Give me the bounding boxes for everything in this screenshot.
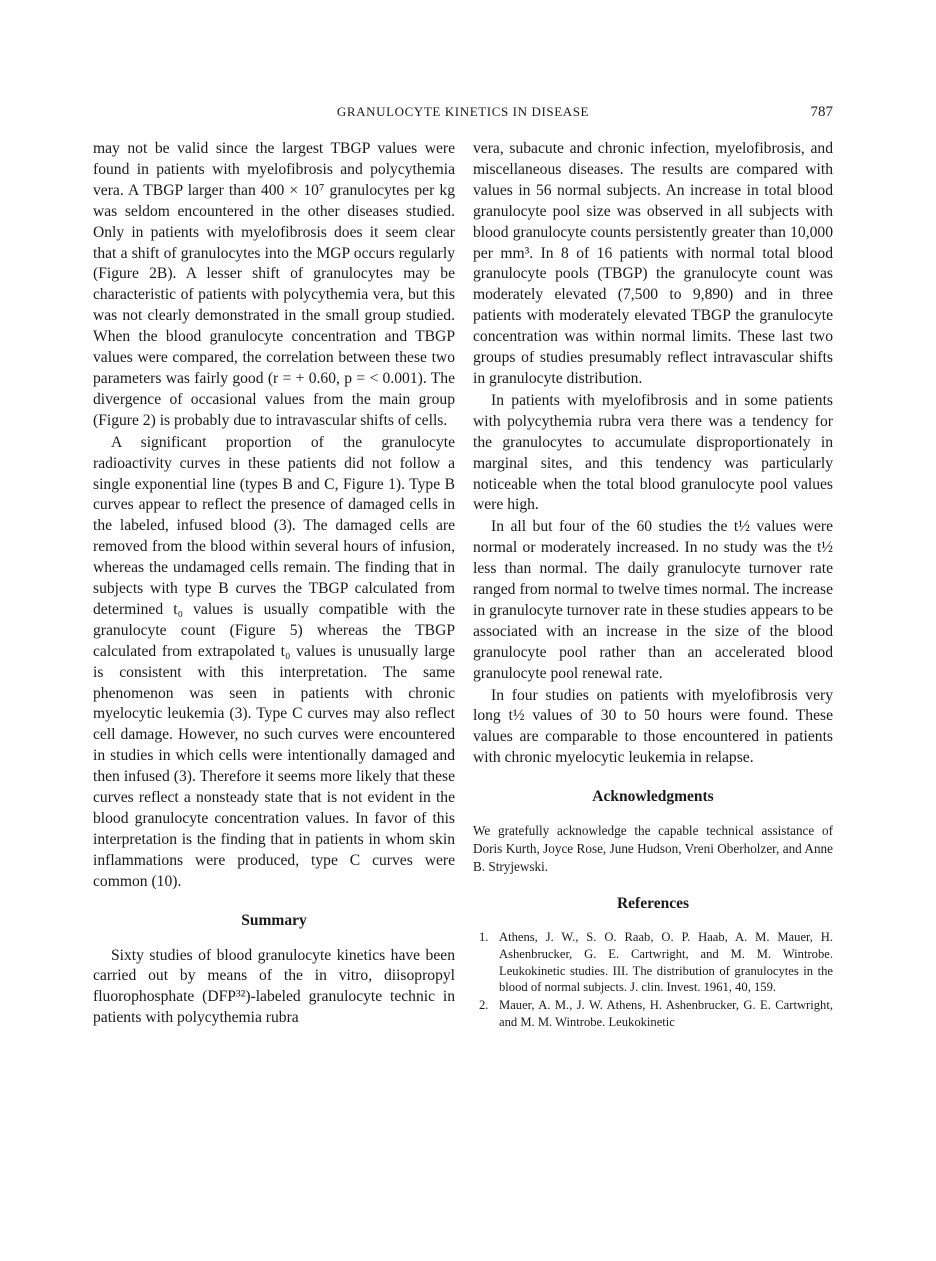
reference-item	[473, 929, 833, 996]
reference-item	[473, 997, 833, 1031]
body-paragraph: A significant proportion of the granulocyte radioactivity curves in these patients did not follow a single exponential line (types B and C, Figure 1). Type B curves appear to reflect the presence of damaged cells in the labeled, infused blood (3). The damaged cells are removed from the blood within several hours of infusion, whereas the undamaged cells remain. The finding that in subjects with type B curves the TBGP calculated from determined t₀ values is usually compatible with the granulocyte count (Figure 5) whereas the TBGP calculated from extrapolated t₀ values is unusually large is consistent with this interpretation. The same phenomenon was seen in patients with chronic myelocytic leukemia (3). Type C curves may also reflect cell damage. However, no such curves were encountered in studies in which cells were intentionally damaged and then infused (3). Therefore it seems more likely that these curves reflect a nonsteady state that is not evident in the blood granulocyte concentration values. In favor of this interpretation is the finding that in patients in whom skin inflammations were produced, type C curves were common (10).	[93, 433, 455, 890]
reference-text: Mauer, A. M., J. W. Athens, H. Ashenbrucker, G. E. Cartwright, and M. M. Wintrobe. Leukokinetic	[499, 998, 833, 1029]
reference-list	[473, 929, 833, 1031]
acknowledgments-heading: Acknowledgments	[592, 788, 714, 806]
body-paragraph: Sixty studies of blood granulocyte kinetics have been carried out by means of the in vitro, diisopropyl fluorophosphate (DFP³²)-labeled granulocyte technic in patients with polycythemia rubra	[93, 946, 455, 1027]
body-paragraph: In all but four of the 60 studies the t½ values were normal or moderately increased. In no study was the t½ less than normal. The daily granulocyte turnover rate ranged from normal to twelve times normal. The increase in granulocyte turnover rate in these studies appears to be associated with an increase in the size of the blood granulocyte pool rather than an accelerated blood granulocyte pool renewal rate.	[473, 518, 833, 682]
running-head	[93, 104, 833, 126]
body-paragraph: In patients with myelofibrosis and in some patients with polycythemia rubra vera there was a tendency for the granulocytes to accumulate disproportionately in marginal sites, and this tendency was particularly noticeable when the total blood granulocyte pool values were high.	[473, 391, 833, 514]
reference-number: 2.	[479, 998, 489, 1013]
body-paragraph: may not be valid since the largest TBGP values were found in patients with myelofibrosis and polycythemia vera. A TBGP larger than 400 × 10⁷ granulocytes per kg was seldom encountered in the other diseases studied. Only in patients with myelofibrosis does it seem clear that a shift of granulocytes into the MGP occurs regularly (Figure 2B). A lesser shift of granulocytes may be characteristic of patients with polycythemia vera, but this was not clearly demonstrated in the small group studied. When the blood granulocyte concentration and TBGP values were compared, the correlation between these two parameters was fairly good (r = + 0.60, p = < 0.001). The divergence of occasional values from the main group (Figure 2) is probably due to intravascular shifts of cells.	[93, 140, 455, 429]
page-number: 787	[810, 104, 833, 120]
right-column	[473, 139, 833, 1032]
references-heading: References	[616, 895, 689, 913]
body-paragraph: In four studies on patients with myelofibrosis very long t½ values of 30 to 50 hours were found. These values are comparable to those encountered in patients with chronic myelocytic leukemia in relapse.	[473, 686, 833, 767]
acknowledgments-text: We gratefully acknowledge the capable technical assistance of Doris Kurth, Joyce Rose, June Hudson, Vreni Oberholzer, and Anne B. Stryjewski.	[473, 823, 833, 875]
reference-text: Athens, J. W., S. O. Raab, O. P. Haab, A. M. Mauer, H. Ashenbrucker, G. E. Cartwright, and M. M. Wintrobe. Leukokinetic studies. III. The distribution of granulocytes in the blood of normal subjects. J. clin. Invest. 1961, 40, 159.	[499, 930, 833, 995]
reference-number: 1.	[479, 930, 489, 944]
body-paragraph: vera, subacute and chronic infection, myelofibrosis, and miscellaneous diseases. The results are compared with values in 56 normal subjects. An increase in total blood granulocyte pool size was observed in all subjects with blood granulocyte counts persistently greater than 10,000 per mm³. In 8 of 16 patients with normal total blood granulocyte pools (TBGP) the granulocyte count was moderately elevated (7,500 to 9,890) and in three patients with moderately elevated TBGP the granulocyte concentration was within normal limits. These last two groups of studies presumably reflect intravascular shifts in granulocyte distribution.	[473, 140, 833, 387]
summary-heading: Summary	[241, 911, 307, 929]
running-title: GRANULOCYTE KINETICS IN DISEASE	[336, 104, 590, 119]
left-column	[93, 139, 455, 1029]
